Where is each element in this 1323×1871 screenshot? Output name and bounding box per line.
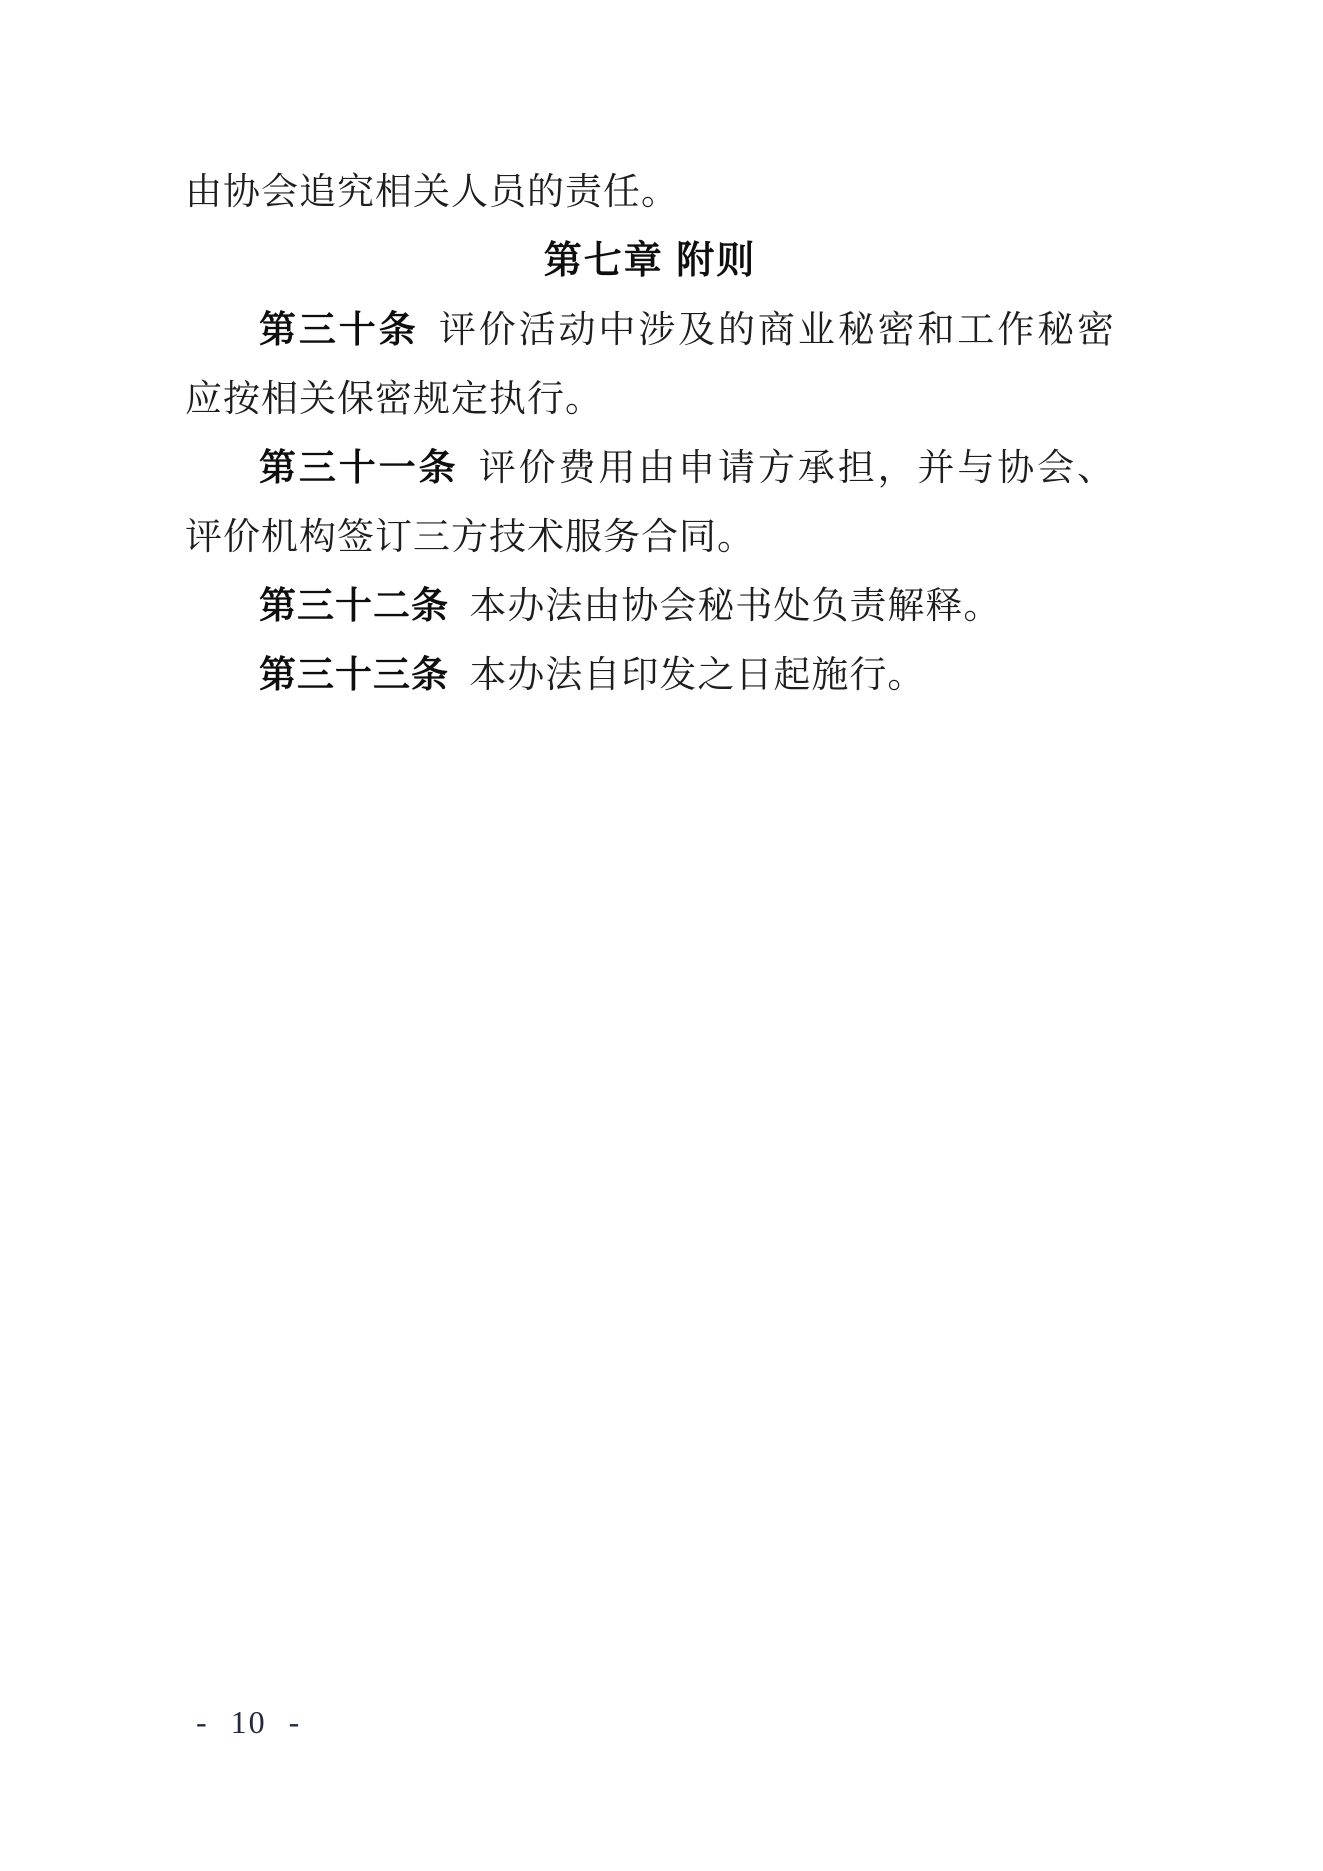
article-paragraph-32 <box>185 572 1115 641</box>
article-paragraph-31 <box>185 434 1115 572</box>
article-label: 第三十条 <box>259 310 419 351</box>
article-paragraph-30 <box>185 296 1115 434</box>
article-text: 评价费用由申请方承担，并与协会、评价机构签订三方技术服务合同。 <box>185 448 1116 558</box>
article-paragraph-33 <box>185 641 1115 710</box>
article-text: 本办法由协会秘书处负责解释。 <box>469 586 1002 627</box>
page-content <box>185 158 1115 710</box>
article-label: 第三十三条 <box>259 655 449 696</box>
page-footer <box>196 1700 301 1744</box>
paragraph-continuation: 由协会追究相关人员的责任。 <box>185 172 679 213</box>
article-label: 第三十二条 <box>259 586 449 627</box>
article-label: 第三十一条 <box>259 448 459 489</box>
article-text: 本办法自印发之日起施行。 <box>469 655 926 696</box>
chapter-heading: 第七章 附则 <box>543 240 757 282</box>
page-number: - 10 - <box>196 1704 302 1740</box>
article-text: 评价活动中涉及的商业秘密和工作秘密应按相关保密规定执行。 <box>185 310 1115 420</box>
